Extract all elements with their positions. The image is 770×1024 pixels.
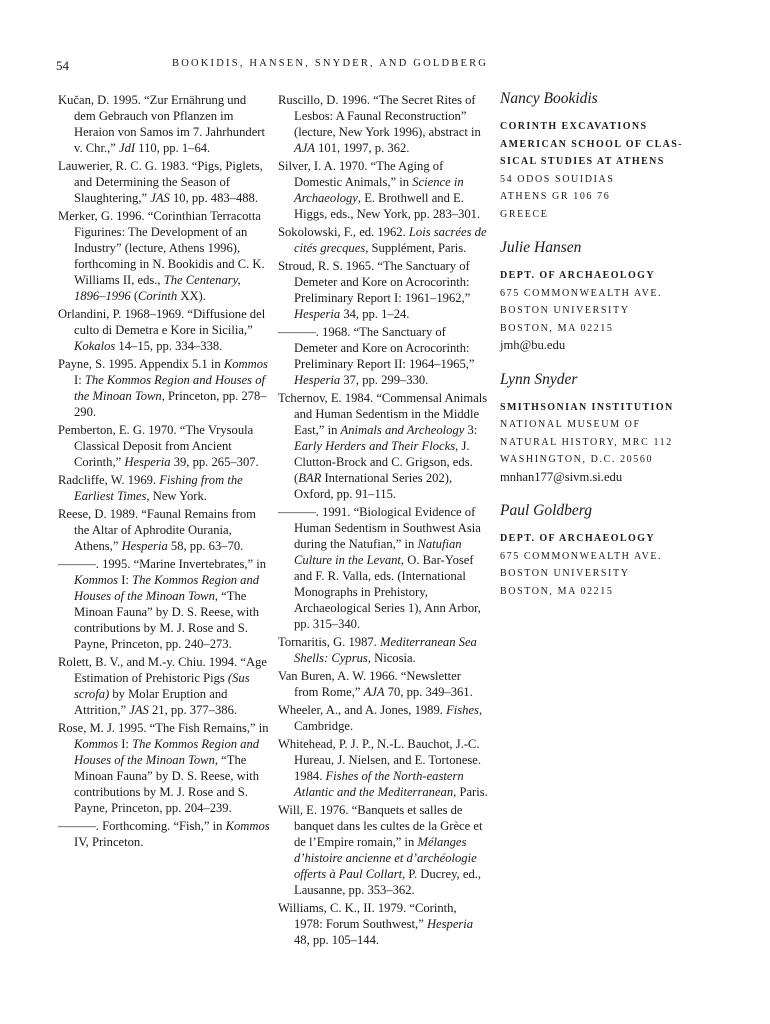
references-column-1 bbox=[58, 93, 270, 853]
address-line: BOSTON UNIVERSITY bbox=[500, 305, 630, 316]
reference-entry: ———. 1995. “Marine Invertebrates,” in Kommos I: The Kommos Region and Houses of the Minoan Town, “The Minoan Fauna” by D. S. Reese, with contributions by M. J. Rose and S. Payne, Princeton, pp. 240–273. bbox=[58, 557, 267, 651]
reference-entry: Lauwerier, R. C. G. 1983. “Pigs, Piglets, and Determining the Season of Slaughtering,” JAS 10, pp. 483–488. bbox=[58, 159, 263, 205]
reference-entry: ———. Forthcoming. “Fish,” in Kommos IV, Princeton. bbox=[58, 819, 270, 849]
author-email: jmh@bu.edu bbox=[500, 338, 566, 352]
author-name: Lynn Snyder bbox=[500, 370, 578, 388]
author-email: mnhan177@sivm.si.edu bbox=[500, 469, 623, 484]
address-line: BOSTON, MA 02215 bbox=[500, 585, 614, 597]
reference-entry: Sokolowski, F., ed. 1962. Lois sacrées de cités grecques, Supplément, Paris. bbox=[278, 225, 487, 255]
address-line: CORINTH EXCAVATIONS bbox=[500, 121, 648, 132]
reference-entry: Rolett, B. V., and M.-y. Chiu. 1994. “Age Estimation of Prehistoric Pigs (Sus scrofa) by Molar Eruption and Attrition,” JAS 21, pp. 377–386. bbox=[58, 655, 267, 717]
author-name: Paul Goldberg bbox=[500, 502, 592, 519]
address-line: 675 COMMONWEALTH AVE. bbox=[500, 550, 663, 562]
reference-entry: Tornaritis, G. 1987. Mediterranean Sea Shells: Cyprus, Nicosia. bbox=[278, 634, 477, 665]
reference-entry: Ruscillo, D. 1996. “The Secret Rites of Lesbos: A Faunal Reconstruction” (lecture, New York 1996), abstract in AJA 101, 1997, p. 362. bbox=[278, 93, 481, 155]
address-line: SICAL STUDIES AT ATHENS bbox=[500, 156, 665, 167]
address-line: AMERICAN SCHOOL OF CLAS- bbox=[500, 138, 683, 150]
reference-entry: Williams, C. K., II. 1979. “Corinth, 1978: Forum Southwest,” Hesperia 48, pp. 105–144. bbox=[278, 900, 474, 947]
reference-entry: Merker, G. 1996. “Corinthian Terracotta Figurines: The Development of an Industry” (lecture, Athens 1996), forthcoming in N. Bookidis and C. K. Williams II, eds., The Centenary, 1896–1996 (Corinth XX). bbox=[58, 209, 265, 303]
reference-entry: Will, E. 1976. “Banquets et salles de banquet dans les cultes de la Grèce et de l’Empire romain,” in Mélanges d’histoire ancienne et d’archéologie offerts à Paul Collart, P. Ducrey, ed., Lausanne, pp. 353–362. bbox=[278, 803, 483, 897]
address-line: ATHENS GR 106 76 bbox=[500, 191, 611, 202]
reference-entry: Pemberton, E. G. 1970. “The Vrysoula Classical Deposit from Ancient Corinth,” Hesperia 39, pp. 265–307. bbox=[58, 423, 259, 469]
reference-entry: Reese, D. 1989. “Faunal Remains from the Altar of Aphrodite Ourania, Athens,” Hesperia 58, pp. 63–70. bbox=[58, 507, 256, 554]
author-block bbox=[500, 371, 740, 487]
address-line: NATURAL HISTORY, MRC 112 bbox=[500, 436, 673, 448]
address-line: WASHINGTON, D.C. 20560 bbox=[500, 454, 654, 465]
reference-entry: Silver, I. A. 1970. “The Aging of Domestic Animals,” in Science in Archaeology, E. Brothwell and E. Higgs, eds., New York, pp. 283–301. bbox=[278, 159, 481, 221]
reference-entry: Rose, M. J. 1995. “The Fish Remains,” in Kommos I: The Kommos Region and Houses of the Minoan Town, “The Minoan Fauna” by D. S. Reese, with contributions by M. J. Rose and S. Payne, Princeton, pp. 204–239. bbox=[58, 721, 269, 815]
author-name: Julie Hansen bbox=[500, 239, 582, 256]
reference-entry: Payne, S. 1995. Appendix 5.1 in Kommos I: The Kommos Region and Houses of the Minoan Town, Princeton, pp. 278–290. bbox=[58, 357, 268, 419]
reference-entry: Van Buren, A. W. 1966. “Newsletter from Rome,” AJA 70, pp. 349–361. bbox=[278, 668, 473, 699]
address-line: 675 COMMONWEALTH AVE. bbox=[500, 287, 663, 299]
address-line: NATIONAL MUSEUM OF bbox=[500, 419, 641, 430]
address-line: 54 ODOS SOUIDIAS bbox=[500, 173, 615, 185]
page-number: 54 bbox=[56, 58, 69, 73]
address-line: BOSTON UNIVERSITY bbox=[500, 568, 630, 579]
reference-entry: Radcliffe, W. 1969. Fishing from the Earliest Times, New York. bbox=[58, 473, 243, 503]
references-column-2 bbox=[278, 93, 488, 951]
address-line: DEPT. OF ARCHAEOLOGY bbox=[500, 270, 655, 281]
address-line: BOSTON, MA 02215 bbox=[500, 322, 614, 334]
reference-entry: Wheeler, A., and A. Jones, 1989. Fishes, Cambridge. bbox=[278, 702, 483, 733]
address-line: SMITHSONIAN INSTITUTION bbox=[500, 401, 674, 413]
reference-entry: ———. 1968. “The Sanctuary of Demeter and Kore on Acrocorinth: Preliminary Report II: 1964–1965,” Hesperia 37, pp. 299–330. bbox=[278, 325, 475, 387]
author-addresses bbox=[500, 90, 740, 616]
address-line: DEPT. OF ARCHAEOLOGY bbox=[500, 533, 655, 544]
reference-entry: Tchernov, E. 1984. “Commensal Animals and Human Sedentism in the Middle East,” in Animals and Archeology 3: Early Herders and Their Flocks, J. Clutton-Brock and C. Grigson, eds. (BAR International Series 202), Oxford, pp. 91–115. bbox=[278, 391, 488, 501]
reference-entry: Whitehead, P. J. P., N.-L. Bauchot, J.-C. Hureau, J. Nielsen, and E. Tortonese. 1984. Fishes of the North-eastern Atlantic and the Mediterranean, Paris. bbox=[278, 737, 488, 799]
reference-entry: Kučan, D. 1995. “Zur Ernährung und dem Gebrauch von Pflanzen im Heraion von Samos im 7. Jahrhundert v. Chr.,” JdI 110, pp. 1–64. bbox=[58, 93, 265, 155]
running-head: BOOKIDIS, HANSEN, SNYDER, AND GOLDBERG bbox=[172, 58, 489, 69]
address-line: GREECE bbox=[500, 208, 549, 220]
reference-entry: ———. 1991. “Biological Evidence of Human Sedentism in Southwest Asia during the Natufian,” in Natufian Culture in the Levant, O. Bar-Yosef and F. R. Valla, eds. (International Monographs in Prehistory, Archaeological Series 1), Ann Arbor, pp. 315–340. bbox=[278, 504, 481, 631]
author-name: Nancy Bookidis bbox=[500, 90, 598, 107]
reference-entry: Stroud, R. S. 1965. “The Sanctuary of Demeter and Kore on Acrocorinth: Preliminary Report I: 1961–1962,” Hesperia 34, pp. 1–24. bbox=[278, 259, 471, 321]
author-block bbox=[500, 239, 740, 355]
reference-entry: Orlandini, P. 1968–1969. “Diffusione del culto di Demetra e Kore in Sicilia,” Kokalos 14–15, pp. 334–338. bbox=[58, 306, 266, 353]
author-block bbox=[500, 90, 740, 223]
author-block bbox=[500, 502, 740, 600]
